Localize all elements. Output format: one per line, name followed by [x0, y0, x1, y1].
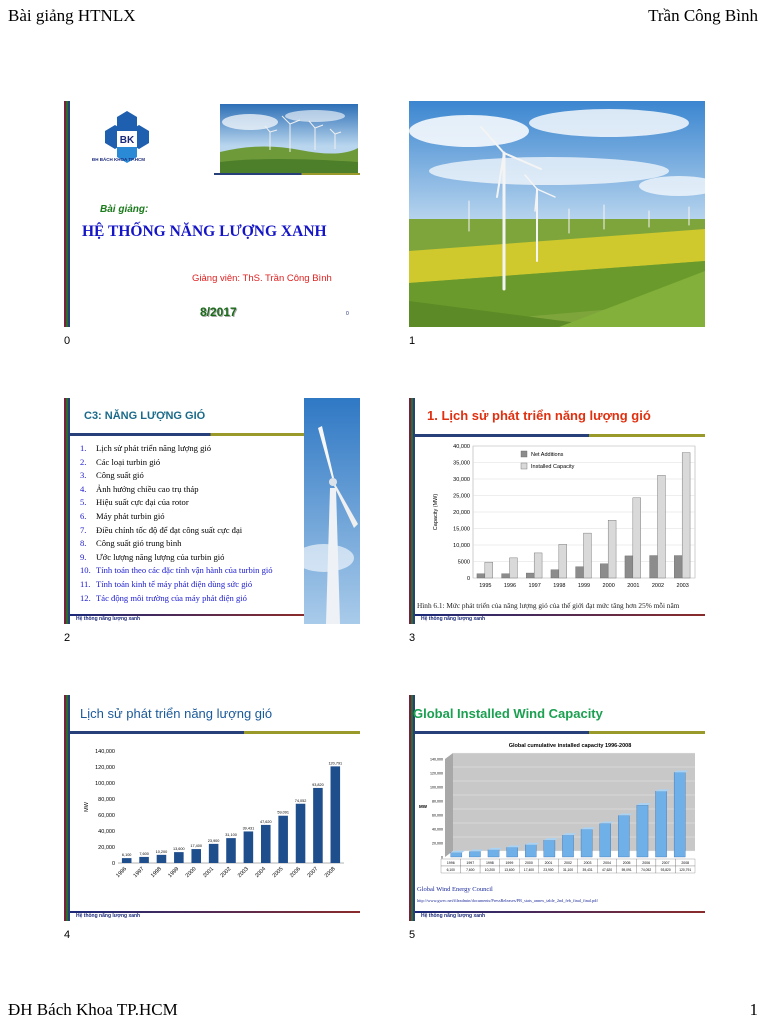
y-tick-label: 40,000 [98, 829, 115, 835]
y-tick-label: 80,000 [98, 797, 115, 803]
table-value: 31,100 [562, 868, 574, 872]
slide-page-mark: 0 [346, 311, 349, 317]
y-tick-label: 35,000 [453, 460, 470, 467]
y-tick-label: 20,000 [432, 841, 443, 846]
y-axis-label: Capacity (MW) [433, 493, 439, 531]
toc-number: 2. [80, 456, 87, 467]
net-additions-bar [650, 556, 658, 578]
toc-text: Điều chỉnh tốc độ để đạt công suất cực đại [96, 524, 243, 535]
slide-number: 3 [409, 632, 416, 644]
net-additions-bar [600, 564, 608, 578]
slide-number: 2 [64, 632, 71, 644]
x-tick-label: 2000 [602, 583, 615, 589]
figure-caption: Hình 6.1: Mức phát triển của năng lượng gió của thế giới đạt mức tăng hơn 25% mỗi năm [417, 601, 680, 610]
net-additions-bar [502, 574, 510, 578]
bar-value-label: 31,100 [225, 833, 237, 838]
bar-value-label: 39,431 [242, 826, 255, 831]
toc-text: Công suất gió trung bình [96, 538, 182, 549]
capacity-bar [331, 766, 341, 863]
toc-number: 1. [80, 443, 87, 453]
installed-capacity-bar [584, 533, 592, 578]
x-tick-label: 1997 [528, 583, 541, 589]
installed-capacity-bar [658, 475, 666, 578]
net-additions-chart [429, 438, 699, 598]
capacity-bar [637, 805, 648, 857]
table-year: 2002 [564, 861, 572, 865]
toc-item [80, 578, 273, 592]
capacity-bar [488, 850, 499, 857]
table-year: 1997 [466, 861, 475, 865]
y-tick-label: 40,000 [432, 827, 443, 832]
legend-label: Net Additions [531, 452, 564, 458]
y-tick-label: 60,000 [98, 813, 115, 819]
net-additions-bar [625, 556, 633, 578]
capacity-bar [226, 838, 236, 863]
slide-side-bar [409, 695, 415, 921]
table-year: 2003 [583, 861, 592, 865]
toc-item [80, 537, 273, 551]
wind-farm-photo [220, 104, 358, 174]
net-additions-bar [674, 556, 682, 578]
x-tick-label: 1997 [132, 866, 146, 880]
title-underline [70, 731, 360, 734]
bar-value-label: 120,791 [328, 761, 343, 766]
capacity-bar [296, 804, 306, 863]
y-axis-label: MW [84, 802, 90, 812]
capacity-bar [507, 847, 518, 857]
installed-capacity-bar [485, 562, 493, 578]
y-tick-label: 30,000 [453, 477, 470, 483]
slide-1 [409, 101, 705, 327]
wind-turbine-photo [304, 398, 360, 624]
capacity-bar [451, 853, 462, 857]
net-additions-bar [551, 570, 559, 578]
capacity-bar [278, 816, 288, 863]
x-tick-label: 1996 [503, 583, 517, 589]
bar-value-label: 17,400 [190, 844, 203, 849]
capacity-bar [618, 816, 629, 857]
bar-value-label: 13,600 [173, 847, 185, 852]
toc-text: Các loại turbin gió [96, 456, 161, 467]
slide-side-bar [409, 398, 415, 624]
toc-text: Hiệu suất cực đại của rotor [96, 497, 189, 508]
y-tick-label: 0 [466, 576, 470, 582]
capacity-bar [122, 858, 132, 863]
y-tick-label: 5000 [457, 559, 470, 566]
toc-text: Ước lượng năng lượng của turbin gió [96, 551, 225, 562]
slide-0 [64, 101, 364, 327]
x-tick-label: 1996 [115, 866, 129, 880]
table-value: 13,600 [504, 868, 515, 872]
slide-number: 4 [64, 929, 71, 941]
slide-number: 0 [64, 335, 71, 347]
toc-number: 5. [80, 497, 87, 508]
legend-swatch [521, 463, 527, 469]
source-label: Global Wind Energy Council [417, 886, 493, 893]
logo-caption: ĐH BÁCH KHOA TP.HCM [92, 157, 146, 162]
toc-item [80, 442, 273, 456]
page-number: 1 [749, 1000, 758, 1019]
table-value: 120,791 [679, 868, 692, 872]
toc-text: Tính toán kinh tế máy phát điện dùng sức gió [96, 578, 253, 589]
slide-3 [409, 398, 709, 624]
x-tick-label: 2007 [306, 866, 320, 880]
y-tick-label: 20,000 [453, 510, 470, 516]
table-value: 39,431 [582, 868, 593, 872]
x-tick-label: 2001 [627, 583, 640, 589]
toc-number: 12. [80, 592, 91, 603]
y-tick-label: 60,000 [432, 813, 443, 818]
toc-item [80, 524, 273, 538]
table-year: 1998 [485, 861, 494, 865]
table-value: 93,820 [660, 868, 671, 872]
toc-number: 6. [80, 510, 87, 521]
y-tick-label: 0 [441, 855, 443, 860]
table-value: 47,620 [602, 868, 613, 872]
installed-capacity-bar [682, 453, 690, 578]
slide-side-bar [64, 101, 70, 327]
capacity-bar [209, 844, 219, 863]
slide-number: 5 [409, 929, 416, 941]
lecture-label: Bài giảng: [100, 204, 149, 215]
y-tick-label: 120,000 [430, 771, 443, 776]
table-year: 2004 [603, 861, 611, 865]
toc-item [80, 456, 273, 470]
slide-title: Lịch sử phát triển năng lượng gió [80, 706, 273, 721]
y-tick-label: 15,000 [453, 526, 470, 533]
y-tick-label: 40,000 [453, 444, 470, 450]
x-tick-label: 1999 [577, 583, 591, 589]
table-value: 59,091 [621, 868, 632, 872]
slide-date: 8/2017 [200, 305, 237, 319]
installed-capacity-bar [510, 558, 518, 578]
toc-number: 7. [80, 524, 87, 535]
slide-2 [64, 398, 364, 624]
toc-item [80, 510, 273, 524]
title-underline [415, 434, 705, 437]
legend-swatch [521, 451, 527, 457]
slide-footer: Hệ thống năng lượng xanh [421, 913, 486, 919]
x-tick-label: 2004 [254, 866, 268, 880]
bar-value-label: 6,100 [121, 853, 132, 858]
capacity-bar [469, 852, 480, 857]
toc-text: Tính toán theo các đặc tính vận hành của turbin gió [96, 565, 273, 576]
slide-5 [409, 695, 709, 921]
x-tick-label: 2008 [323, 866, 337, 880]
capacity-bar [313, 788, 323, 863]
table-year: 2008 [681, 861, 690, 865]
installed-capacity-bar [608, 520, 616, 578]
slide-title: HỆ THỐNG NĂNG LƯỢNG XANH [82, 223, 327, 240]
toc-text: Công suất gió [96, 470, 144, 481]
y-tick-label: 120,000 [95, 765, 115, 771]
bar-value-label: 47,620 [259, 819, 272, 824]
slide-title: 1. Lịch sử phát triển năng lượng gió [427, 408, 651, 423]
slide-title: Global Installed Wind Capacity [413, 706, 603, 721]
y-tick-label: 140,000 [95, 749, 115, 755]
bar-value-label: 10,200 [155, 849, 168, 854]
capacity-bar [525, 845, 536, 857]
table-value: 17,400 [523, 868, 534, 872]
legend-label: Installed Capacity [531, 464, 575, 470]
capacity-bar [157, 855, 167, 863]
content-list [80, 442, 273, 605]
net-additions-bar [576, 567, 584, 578]
toc-number: 3. [80, 470, 87, 481]
photo-underline [214, 173, 360, 175]
capacity-bar [562, 835, 573, 857]
x-tick-label: 2003 [676, 583, 689, 589]
capacity-bar [191, 849, 201, 863]
lecturer: Giảng viên: ThS. Trần Công Bình [192, 273, 332, 284]
installed-capacity-chart [74, 743, 350, 893]
table-value: 74,052 [641, 868, 652, 872]
x-tick-label: 2002 [651, 583, 665, 589]
bar-value-label: 7,600 [139, 851, 149, 856]
slide-number: 1 [409, 335, 416, 347]
toc-item [80, 469, 273, 483]
y-tick-label: 25,000 [453, 493, 470, 500]
slide-4 [64, 695, 364, 921]
y-tick-label: 10,000 [453, 543, 470, 549]
capacity-bar [600, 824, 611, 857]
table-year: 2005 [622, 861, 631, 865]
slide-footer: Hệ thống năng lượng xanh [421, 616, 486, 622]
toc-number: 10. [80, 565, 91, 576]
toc-item [80, 592, 273, 606]
capacity-bar [261, 825, 271, 863]
page-header-left: Bài giảng HTNLX [8, 6, 136, 25]
toc-text: Máy phát turbin gió [96, 510, 165, 521]
installed-capacity-bar [534, 553, 542, 578]
slide-footer: Hệ thống năng lượng xanh [76, 913, 141, 919]
toc-number: 11. [80, 578, 91, 589]
heading-underline [70, 433, 304, 436]
x-tick-label: 2000 [184, 866, 198, 880]
x-tick-label: 1995 [479, 583, 492, 589]
installed-capacity-bar [633, 498, 641, 578]
bar-value-label: 74,052 [294, 798, 307, 803]
y-tick-label: 80,000 [432, 799, 443, 804]
x-tick-label: 1999 [167, 866, 181, 880]
table-value: 7,600 [466, 868, 475, 872]
table-year: 2001 [544, 861, 553, 865]
slide-heading: C3: NĂNG LƯỢNG GIÓ [84, 410, 206, 422]
capacity-bar [244, 831, 254, 863]
toc-text: Tác động môi trường của máy phát điện gió [96, 592, 247, 603]
table-year: 2007 [661, 861, 670, 865]
logo-text: BK [119, 135, 135, 146]
slide-side-bar [64, 398, 70, 624]
table-year: 1999 [505, 861, 514, 865]
capacity-bar [544, 840, 555, 857]
capacity-bar [581, 829, 592, 857]
bar-value-label: 23,900 [207, 838, 220, 843]
table-value: 10,200 [484, 868, 495, 872]
x-tick-label: 2001 [202, 866, 216, 880]
title-underline [415, 731, 705, 734]
y-tick-label: 0 [111, 861, 115, 867]
bar-value-label: 93,820 [312, 782, 324, 787]
x-tick-label: 2003 [236, 866, 250, 880]
toc-text: Ảnh hưởng chiều cao trụ tháp [96, 483, 199, 494]
installed-capacity-bar [559, 544, 567, 578]
y-tick-label: 20,000 [98, 845, 115, 851]
y-tick-label: 140,000 [430, 757, 443, 762]
x-tick-label: 2005 [271, 866, 285, 880]
y-axis-label: MW [419, 804, 427, 809]
capacity-bar [655, 791, 666, 857]
x-tick-label: 2006 [289, 866, 302, 880]
y-tick-label: 100,000 [430, 785, 443, 790]
slide-side-bar [64, 695, 70, 921]
slide-footer: Hệ thống năng lượng xanh [76, 616, 141, 622]
chart-sidewall [445, 753, 453, 857]
toc-item [80, 496, 273, 510]
x-tick-label: 1998 [553, 583, 566, 589]
chart-title: Global cumulative installed capacity 1996-2008 [508, 743, 632, 749]
y-tick-label: 100,000 [95, 781, 115, 787]
toc-number: 4. [80, 483, 87, 494]
capacity-bar [674, 772, 685, 857]
capacity-bar [139, 857, 149, 863]
table-year: 1996 [446, 861, 455, 865]
toc-number: 9. [80, 551, 87, 562]
table-value: 6,100 [446, 868, 455, 872]
table-year: 2000 [525, 861, 533, 865]
x-tick-label: 2002 [219, 866, 233, 880]
toc-item [80, 564, 273, 578]
global-cumulative-chart [417, 739, 701, 877]
x-tick-label: 1998 [149, 866, 163, 880]
bar-value-label: 59,091 [277, 810, 289, 815]
toc-text: Lịch sử phát triển năng lượng gió [96, 443, 212, 453]
page-footer-left: ĐH Bách Khoa TP.HCM [8, 1000, 178, 1019]
table-year: 2006 [642, 861, 651, 865]
source-link[interactable]: http://www.gwec.net/fileadmin/documents/PressReleases/PR_stats_annex_table_2nd_feb_final_final.pdf [417, 898, 598, 903]
toc-item [80, 483, 273, 497]
page-header-right: Trần Công Bình [648, 6, 758, 25]
wind-turbine-field-photo [409, 101, 705, 327]
table-value: 23,900 [543, 868, 554, 872]
toc-number: 8. [80, 538, 87, 549]
toc-item [80, 551, 273, 565]
capacity-bar [174, 852, 184, 863]
net-additions-bar [477, 574, 485, 578]
net-additions-bar [526, 573, 534, 578]
